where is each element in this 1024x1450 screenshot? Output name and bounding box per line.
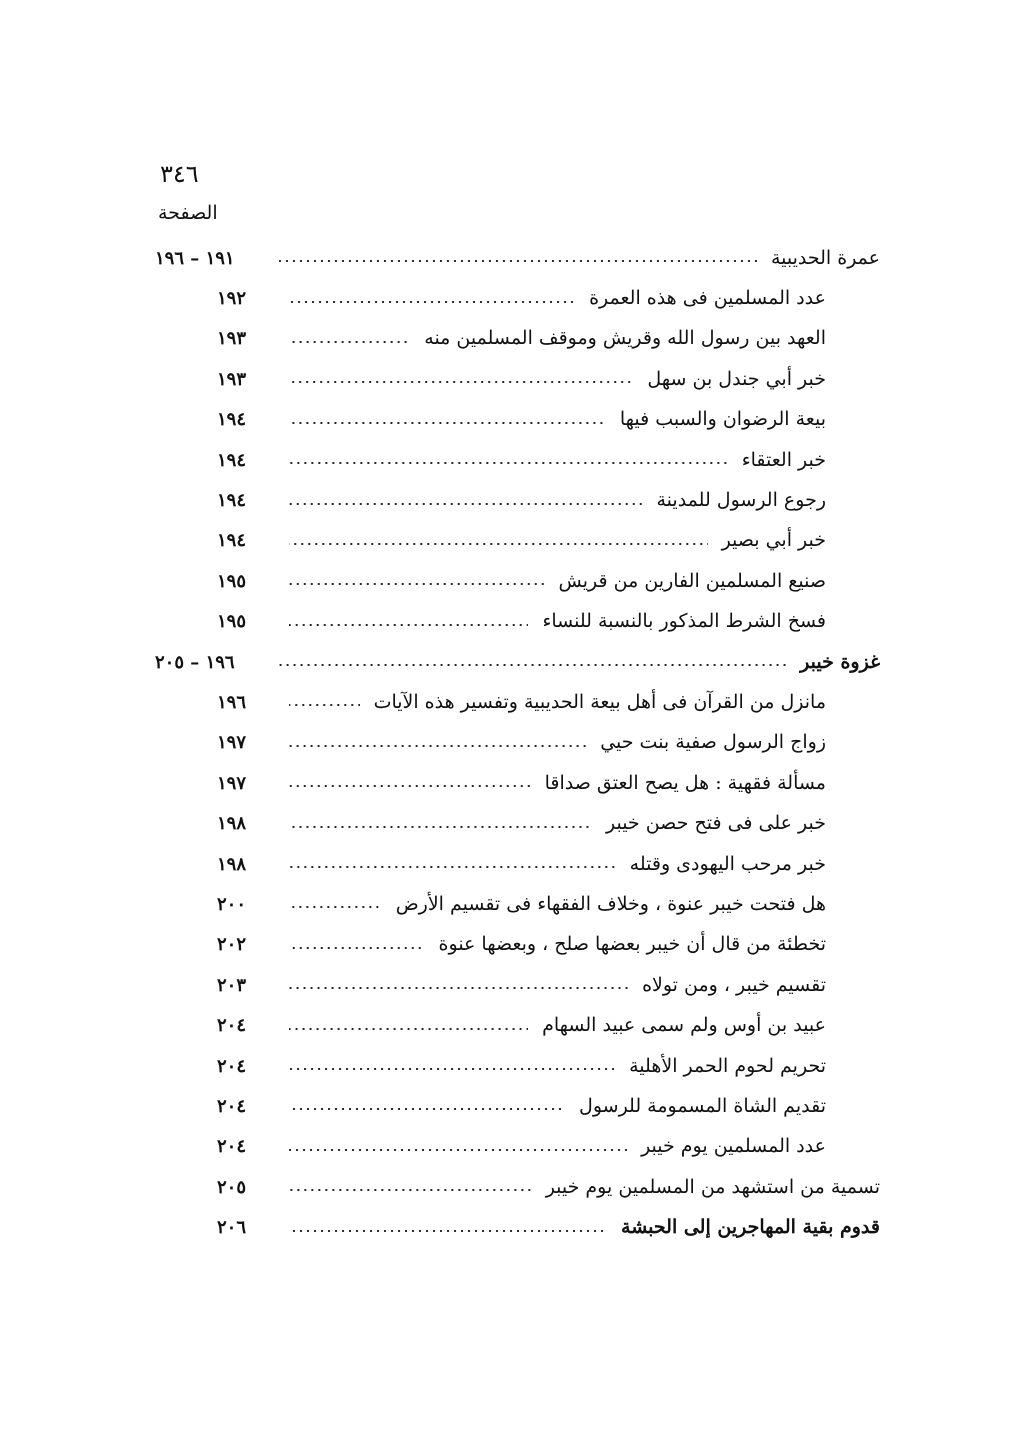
toc-entry-page: ١٩٨ bbox=[217, 813, 247, 835]
toc-entry-title: رجوع الرسول للمدينة bbox=[656, 489, 826, 512]
dot-leader bbox=[289, 341, 410, 343]
toc-entry-title: عبيد بن أوس ولم سمى عبيد السهام bbox=[542, 1014, 826, 1037]
toc-entry-title: عدد المسلمين يوم خيبر bbox=[641, 1135, 826, 1158]
toc-entry bbox=[155, 359, 880, 399]
toc-entry bbox=[155, 480, 880, 520]
toc-entry-title: خبر على فى فتح حصن خيبر bbox=[605, 812, 826, 835]
page-number: ٣٤٦ bbox=[160, 160, 199, 188]
dot-leader bbox=[289, 1230, 607, 1232]
toc-entry-page: ٢٠٤ bbox=[217, 1015, 247, 1037]
dot-leader bbox=[289, 745, 586, 747]
dot-leader bbox=[289, 785, 531, 787]
toc-entry bbox=[155, 1167, 880, 1207]
toc-entry-title: تقسيم خيبر ، ومن تولاه bbox=[642, 973, 826, 996]
toc-entry-page: ١٩٦ – ٢٠٥ bbox=[155, 651, 235, 673]
dot-leader bbox=[289, 1189, 532, 1191]
toc-entry-title: خبر مرحب اليهودى وقتله bbox=[629, 852, 826, 875]
toc-entry-page: ٢٠٢ bbox=[217, 934, 247, 956]
toc-entry bbox=[155, 561, 880, 601]
toc-entry-page: ١٩٧ bbox=[217, 732, 247, 754]
toc-entry bbox=[155, 925, 880, 965]
dot-leader bbox=[279, 664, 786, 666]
dot-leader bbox=[289, 1068, 615, 1070]
toc-entry bbox=[155, 1005, 880, 1045]
dot-leader bbox=[289, 866, 616, 868]
toc-entry-page: ١٩٥ bbox=[217, 570, 247, 592]
toc-entry-page: ١٩٢ bbox=[217, 288, 247, 310]
toc-entry-page: ٢٠٤ bbox=[217, 1095, 247, 1117]
toc-entry-page: ٢٠٥ bbox=[217, 1176, 247, 1198]
dot-leader bbox=[289, 543, 708, 545]
toc-entry-title: عمرة الحديبية bbox=[770, 246, 880, 269]
toc-entry-page: ٢٠٠ bbox=[217, 893, 247, 915]
toc-entry-page: ١٩٣ bbox=[217, 328, 247, 350]
dot-leader bbox=[289, 704, 360, 706]
toc-entry bbox=[155, 400, 880, 440]
toc-entry bbox=[155, 965, 880, 1005]
toc-entry-title: خبر أبي بصير bbox=[721, 529, 826, 552]
dot-leader bbox=[289, 906, 382, 908]
toc-entry-title: زواج الرسول صفية بنت حيي bbox=[600, 731, 826, 754]
toc-entry bbox=[155, 844, 880, 884]
dot-leader bbox=[289, 422, 606, 424]
toc-entry-title: خبر العتقاء bbox=[741, 448, 826, 471]
toc-entry bbox=[155, 278, 880, 318]
dot-leader bbox=[289, 301, 575, 303]
toc-entry-page: ١٩٦ bbox=[217, 691, 247, 713]
toc-entry bbox=[155, 803, 880, 843]
toc-entry-title: عدد المسلمين فى هذه العمرة bbox=[589, 287, 826, 310]
toc-entry-title: قدوم بقية المهاجرين إلى الحبشة bbox=[621, 1216, 880, 1239]
table-of-contents bbox=[155, 238, 880, 1248]
dot-leader bbox=[289, 503, 643, 505]
toc-entry bbox=[155, 723, 880, 763]
toc-entry-title: خبر أبي جندل بن سهل bbox=[647, 367, 826, 390]
toc-entry-title: تحريم لحوم الحمر الأهلية bbox=[629, 1054, 826, 1077]
toc-entry bbox=[155, 602, 880, 642]
toc-entry-page: ١٩٥ bbox=[217, 611, 247, 633]
toc-entry-page: ١٩٤ bbox=[217, 490, 247, 512]
toc-entry-title: هل فتحت خيبر عنوة ، وخلاف الفقهاء فى تقسيم الأرض bbox=[395, 892, 826, 915]
toc-entry-title: تسمية من استشهد من المسلمين يوم خيبر bbox=[545, 1175, 880, 1198]
toc-entry bbox=[155, 319, 880, 359]
dot-leader bbox=[289, 826, 592, 828]
toc-entry bbox=[155, 642, 880, 682]
toc-entry-page: ١٩٤ bbox=[217, 449, 247, 471]
toc-entry-title: بيعة الرضوان والسبب فيها bbox=[619, 408, 826, 431]
toc-entry-title: تقديم الشاة المسمومة للرسول bbox=[579, 1094, 826, 1117]
toc-entry bbox=[155, 521, 880, 561]
dot-leader bbox=[289, 381, 633, 383]
toc-entry-page: ٢٠٦ bbox=[217, 1217, 247, 1239]
dot-leader bbox=[289, 624, 528, 626]
toc-entry-title: تخطئة من قال أن خيبر بعضها صلح ، وبعضها عنوة bbox=[438, 933, 826, 956]
toc-entry-page: ٢٠٤ bbox=[217, 1136, 247, 1158]
toc-entry-page: ١٩٤ bbox=[217, 530, 247, 552]
toc-entry bbox=[155, 763, 880, 803]
toc-entry-page: ٢٠٣ bbox=[217, 974, 247, 996]
dot-leader bbox=[289, 462, 728, 464]
dot-leader bbox=[289, 1028, 528, 1030]
dot-leader bbox=[289, 583, 545, 585]
dot-leader bbox=[289, 1149, 627, 1151]
toc-entry-page: ١٩٧ bbox=[217, 772, 247, 794]
toc-entry bbox=[155, 1207, 880, 1247]
dot-leader bbox=[279, 260, 757, 262]
toc-entry-title: مانزل من القرآن فى أهل بيعة الحديبية وتفسير هذه الآيات bbox=[373, 690, 826, 713]
toc-entry-page: ١٩١ – ١٩٦ bbox=[155, 247, 235, 269]
toc-entry bbox=[155, 682, 880, 722]
toc-entry-title: صنيع المسلمين الفارين من قريش bbox=[558, 569, 826, 592]
toc-entry-title: غزوة خيبر bbox=[800, 650, 880, 673]
toc-entry-page: ١٩٣ bbox=[217, 368, 247, 390]
toc-entry-page: ٢٠٤ bbox=[217, 1055, 247, 1077]
page-column-header: الصفحة bbox=[158, 202, 218, 224]
toc-entry bbox=[155, 1046, 880, 1086]
toc-entry bbox=[155, 440, 880, 480]
toc-entry bbox=[155, 1127, 880, 1167]
dot-leader bbox=[289, 947, 425, 949]
toc-entry-title: العهد بين رسول الله وقريش وموقف المسلمين منه bbox=[424, 327, 826, 350]
toc-entry-title: فسخ الشرط المذكور بالنسبة للنساء bbox=[542, 610, 826, 633]
toc-entry bbox=[155, 1086, 880, 1126]
toc-entry-title: مسألة فقهية : هل يصح العتق صداقا bbox=[544, 771, 826, 794]
dot-leader bbox=[289, 987, 628, 989]
toc-entry bbox=[155, 238, 880, 278]
toc-entry bbox=[155, 884, 880, 924]
toc-entry-page: ١٩٨ bbox=[217, 853, 247, 875]
dot-leader bbox=[289, 1108, 565, 1110]
toc-entry-page: ١٩٤ bbox=[217, 409, 247, 431]
